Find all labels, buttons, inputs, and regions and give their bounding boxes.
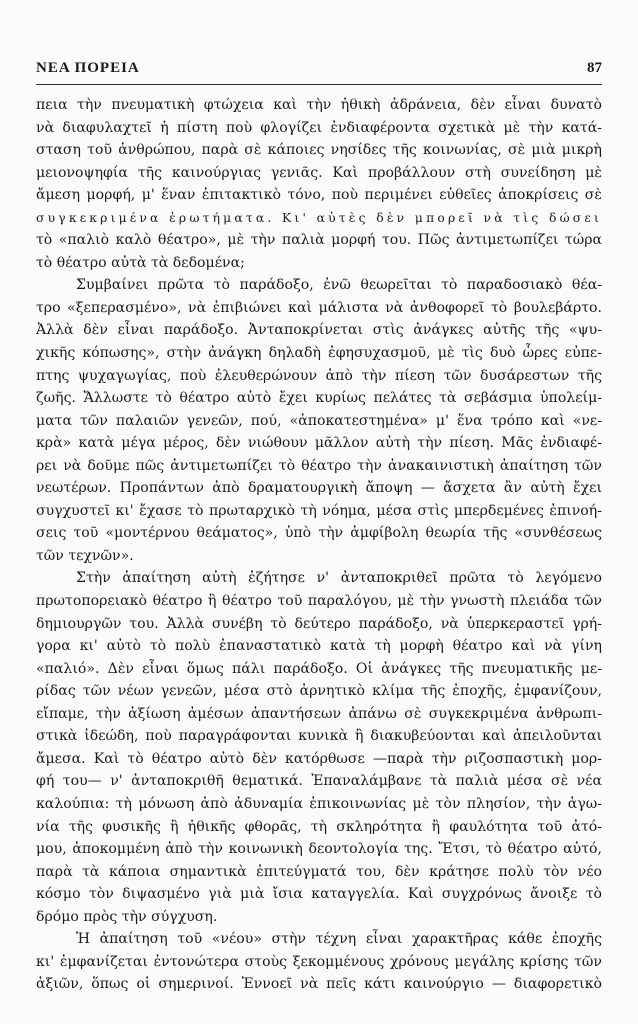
text-line: τὸ θέατρο αὐτὰ τὰ δεδομένα;: [36, 254, 245, 271]
text-line: Ἀλλὰ δὲν εἶναι παράδοξο. Ἀνταποκρίνεται στὶς ἀνάγκες αὐτῆς τῆς «ψυ-: [36, 322, 602, 339]
text-line: πρωτοπορειακὸ θέατρο ἢ θέατρο τοῦ παραλόγου, μὲ τὴν γνωστὴ πλειάδα τῶν: [36, 593, 602, 610]
text-line: κρὰ» κατὰ μέγα μέρος, δὲν νιώθουν μᾶλλον αὐτὴ τὴν πίεση. Μᾶς ἐνδιαφέ-: [36, 435, 602, 452]
text-line: συγκεκριμένα ἐρωτήματα. Κι' αὐτὲς δὲν μπορεῖ νὰ τὶς δώσει: [36, 210, 602, 225]
text-line: πτης ψυχαγωγίας, ποὺ ἐλευθερώνουν ἀπὸ τὴν πίεση τῶν δυσάρεστων τῆς: [36, 367, 602, 384]
text-line: νὰ διαφυλαχτεῖ ἡ πίστη ποὺ φλογίζει ἐνδιαφέροντα σχετικὰ μὲ τὴν κατά-: [36, 119, 602, 136]
text-line: μου, ἀποκομμένη ἀπὸ τὴν κοινωνικὴ δεοντολογία της. Ἔτσι, τὸ θέατρο αὐτό,: [36, 841, 602, 858]
text-line: συγχυστεῖ κι' ἔχασε τὸ πρωταρχικὸ τὴ νόημα, μέσα στὶς μπερδεμένες ἐπινοή-: [36, 502, 602, 519]
body-text: [36, 94, 602, 996]
running-header: [36, 60, 602, 82]
text-line: ἄμεσα. Καὶ τὸ θέατρο αὐτὸ δὲν κατόρθωσε —παρὰ τὴν ριζοσπαστικὴ μορ-: [36, 750, 602, 767]
text-line: χικῆς κόπωσης», στὴν ἀνάγκη δηλαδὴ ἐφησυχασμοῦ, μὲ τὶς δυὸ ὧρες εὐπε-: [36, 345, 602, 362]
text-line: τῶν τεχνῶν».: [36, 547, 134, 564]
text-line: «παλιό». Δὲν εἶναι ὅμως πάλι παράδοξο. Οἱ ἀνάγκες τῆς πνευματικῆς με-: [36, 660, 602, 677]
text-line: φή του— ν' ἀνταποκριθῆ θεματικά. Ἐπαναλάμβανε τὰ παλιὰ μέσα σὲ νέα: [36, 773, 602, 790]
text-line: ἄμεση μορφή, μ' ἕναν ἐπιτακτικὸ τόνο, ποὺ περιμένει εὐθεῖες ἀποκρίσεις σὲ: [36, 187, 602, 204]
text-line: τρο «ξεπερασμένο», νὰ ἐπιβιώνει καὶ μάλιστα νὰ ἀνθοφορεῖ τὸ βουλεβάρτο.: [36, 299, 602, 316]
page-number: 87: [587, 60, 602, 76]
text-line: νεωτέρων. Προπάντων ἀπὸ δραματουργικὴ ἄποψη — ἄσχετα ἂν αὐτὴ ἔχει: [36, 480, 602, 497]
text-line: δρόμο πρὸς τὴν σύγχυση.: [36, 908, 218, 925]
text-line: δημιουργῶν του. Ἀλλὰ συνέβη τὸ δεύτερο παράδοξο, νὰ ὑπερκεραστεῖ γρή-: [36, 615, 602, 632]
text-line: σταση τοῦ ἀνθρώπου, παρὰ σὲ κάποιες νησίδες τῆς κοινωνίας, σὲ μιὰ μικρὴ: [36, 142, 602, 159]
header-rule: [36, 84, 602, 85]
text-line: τὸ «παλιὸ καλὸ θέατρο», μὲ τὴν παλιὰ μορφή του. Πῶς ἀντιμετωπίζει τώρα: [36, 232, 602, 249]
text-line: ἀξιῶν, ὅπως οἱ σημερινοί. Ἐννοεῖ νὰ πεῖς κάτι καινούργιο — διαφορετικὸ: [36, 976, 602, 993]
text-line: κόσμο τὸν διψασμένο γιὰ μιὰ ἴσια καταγγελία. Καὶ συγχρόνως ἄνοιξε τὸ: [36, 886, 602, 903]
text-line: ρει νὰ δοῦμε πῶς ἀντιμετωπίζει τὸ θέατρο τὴν ἀνακαινιστικὴ ἀπαίτηση τῶν: [36, 457, 602, 474]
text-line: Στὴν ἀπαίτηση αὐτὴ ἐζήτησε ν' ἀνταποκριθεῖ πρῶτα τὸ λεγόμενο: [76, 570, 602, 587]
text-line: στικὰ ἰδεώδη, ποὺ παραγράφονται κυνικὰ ἢ διακυβεύονται καὶ ἀπειλοῦνται: [36, 728, 602, 745]
text-line: παρὰ τὰ κάποια σημαντικὰ ἐπιτεύγματά του, δὲν κράτησε πολὺ τὸν νέο: [36, 863, 602, 880]
text-line: καλούπια: τὴ μόνωση ἀπὸ ἀδυναμία ἐπικοινωνίας μὲ τὸν πλησίον, τὴν ἀγω-: [36, 795, 602, 812]
journal-title: ΝΕΑ ΠΟΡΕΙΑ: [36, 60, 140, 76]
text-line: ματα τῶν παλαιῶν γενεῶν, πού, «ἀποκατεστημένα» μ' ἕνα τρόπο καὶ «νε-: [36, 412, 602, 429]
text-line: εἴπαμε, τὴν ἀξίωση ἀμέσων ἀπαντήσεων ἀπάνω σὲ συγκεκριμένα ἀνθρωπι-: [36, 705, 602, 722]
text-line: ρίδας τῶν νέων γενεῶν, μέσα στὸ ἀρνητικὸ κλίμα τῆς ἐποχῆς, ἐμφανίζουν,: [36, 683, 602, 700]
text-line: γορα κι' αὐτὸ τὸ πολὺ ἐπαναστατικὸ κατὰ τὴ μορφὴ θέατρο καὶ νὰ γίνη: [36, 638, 602, 655]
text-line: Συμβαίνει πρῶτα τὸ παράδοξο, ἐνῶ θεωρεῖται τὸ παραδοσιακὸ θέα-: [76, 277, 602, 294]
text-line: Ἡ ἀπαίτηση τοῦ «νέου» στὴν τέχνη εἶναι χαρακτῆρας κάθε ἐποχῆς: [76, 931, 602, 948]
text-line: νία τῆς φυσικῆς ἢ ἠθικῆς φθορᾶς, τὴ σκληρότητα ἢ φαυλότητα τοῦ ἀτό-: [36, 818, 602, 835]
text-line: σεις τοῦ «μοντέρνου θεάματος», ὑπὸ τὴν ἀμφίβολη θεωρία τῆς «συνθέσεως: [36, 525, 602, 542]
text-line: ζωῆς. Ἄλλωστε τὸ θέατρο αὐτὸ ἔχει κυρίως πελάτες τὰ σεβάσμια ὑπολείμ-: [36, 390, 602, 407]
text-line: κι' ἐμφανίζεται ἐντονώτερα στοὺς ξεκομμένους χρόνους μεγάλης κρίσης τῶν: [36, 953, 602, 970]
text-line: μειονοψηφία τῆς καινούργιας γενιᾶς. Καὶ προβάλλουν στὴ συνείδηση μὲ: [36, 164, 602, 181]
text-line: πεια τὴν πνευματικὴ φτώχεια καὶ τὴν ἠθικὴ ἀδράνεια, δὲν εἶναι δυνατὸ: [36, 97, 602, 113]
